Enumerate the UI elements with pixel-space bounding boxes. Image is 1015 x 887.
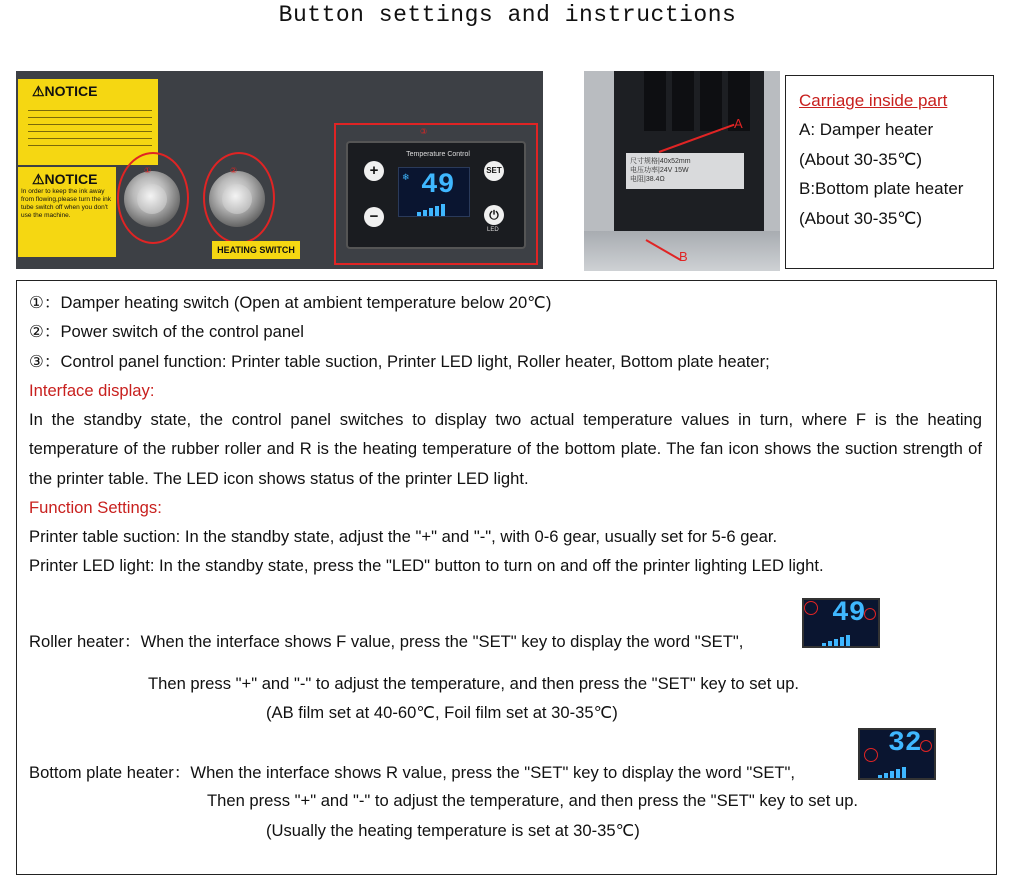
- highlight-ring-1: [117, 152, 189, 244]
- led-label: LED: [487, 227, 499, 233]
- legend-line: A: Damper heater: [799, 120, 934, 140]
- legend-line: B:Bottom plate heater: [799, 179, 964, 199]
- instruction-item-1: ①：Damper heating switch (Open at ambient temperature below 20℃): [29, 293, 552, 312]
- notice-sticker-top: [18, 79, 158, 165]
- roller-lcd-thumbnail: [802, 598, 880, 648]
- f-marker-ring: [804, 601, 818, 615]
- led-power-icon[interactable]: ⏻: [484, 205, 504, 225]
- roller-thumb-bars: [822, 628, 852, 640]
- heater-spec-label: [626, 153, 744, 189]
- page-title: Button settings and instructions: [278, 2, 737, 28]
- heating-switch-label: HEATING SWITCH: [212, 241, 300, 259]
- lcd-display: [398, 167, 470, 217]
- marker-a: A: [734, 116, 743, 131]
- bottom-thumb-bars: [878, 760, 908, 772]
- function-heading: Function Settings:: [29, 498, 162, 517]
- lcd-temperature: 49: [421, 170, 455, 201]
- spec-line-1: 尺寸规格|40x52mm: [630, 158, 691, 165]
- notice-text: In order to keep the ink away from flowing,please turn the ink tube switch off when you don't use the machine.: [21, 188, 111, 219]
- panel-title: Temperature Control: [406, 151, 470, 158]
- led-setting: Printer LED light: In the standby state, press the "LED" button to turn on and off the printer lighting LED light.: [29, 556, 824, 575]
- instruction-item-3: ③：Control panel function: Printer table suction, Printer LED light, Roller heater, Bottom plate heater;: [29, 352, 770, 371]
- legend-line: (About 30-35℃): [799, 149, 923, 169]
- roller-heater-line-1: Roller heater：When the interface shows F value, press the "SET" key to display the word "SET",: [29, 632, 744, 651]
- set-marker-ring: [920, 740, 932, 752]
- bottom-heater-line-3: (Usually the heating temperature is set at 30-35℃): [266, 821, 640, 840]
- notice-label: ⚠NOTICE: [18, 167, 116, 188]
- circle-number-3: ③: [420, 127, 428, 136]
- temperature-control-panel: [346, 141, 526, 249]
- spec-line-2: 电压功率|24V 15W: [630, 167, 689, 174]
- notice-fine-print: [18, 100, 158, 146]
- fan-icon: ❄: [402, 172, 410, 182]
- notice-label: ⚠NOTICE: [32, 83, 98, 99]
- control-panel-photo: [16, 71, 543, 269]
- circle-number-1: ①: [144, 166, 152, 175]
- roller-thumb-value: 49: [832, 598, 866, 629]
- interface-paragraph: In the standby state, the control panel switches to display two actual temperature values in turn, where F is the heating temperature of the rubber roller and R is the heating temperature of the bottom plate. The fan icon shows the suction strength of the printer table. The LED icon shows status of the printer LED light.: [29, 410, 982, 488]
- bottom-heater-line-2: Then press "+" and "-" to adjust the temperature, and then press the "SET" key to set up.: [207, 791, 859, 810]
- set-marker-ring: [864, 608, 876, 620]
- fan-level-bars: [417, 198, 447, 212]
- carriage-photo: [584, 71, 780, 271]
- set-button[interactable]: SET: [484, 161, 504, 181]
- minus-button[interactable]: −: [364, 207, 384, 227]
- notice-sticker-bottom: [18, 167, 116, 257]
- spec-line-3: 电阻|38.4Ω: [630, 176, 665, 183]
- carriage-legend: [785, 75, 994, 269]
- plus-button[interactable]: +: [364, 161, 384, 181]
- legend-line: (About 30-35℃): [799, 208, 923, 228]
- bottom-lcd-thumbnail: [858, 728, 936, 780]
- circle-number-2: ②: [230, 166, 238, 175]
- roller-heater-line-2: Then press "+" and "-" to adjust the temperature, and then press the "SET" key to set up.: [148, 674, 800, 693]
- roller-heater-line-3: (AB film set at 40-60℃, Foil film set at 30-35℃): [266, 703, 618, 722]
- r-marker-ring: [864, 748, 878, 762]
- marker-b: B: [679, 249, 688, 264]
- bottom-thumb-value: 32: [888, 728, 922, 759]
- bottom-heater-line-1: Bottom plate heater：When the interface shows R value, press the "SET" key to display the word "SET",: [29, 763, 796, 782]
- instruction-item-2: ②：Power switch of the control panel: [29, 322, 304, 341]
- suction-setting: Printer table suction: In the standby state, adjust the "+" and "-", with 0-6 gear, usually set for 5-6 gear.: [29, 527, 778, 546]
- highlight-ring-2: [203, 152, 275, 244]
- legend-heading: Carriage inside part: [799, 91, 948, 110]
- interface-heading: Interface display:: [29, 381, 155, 400]
